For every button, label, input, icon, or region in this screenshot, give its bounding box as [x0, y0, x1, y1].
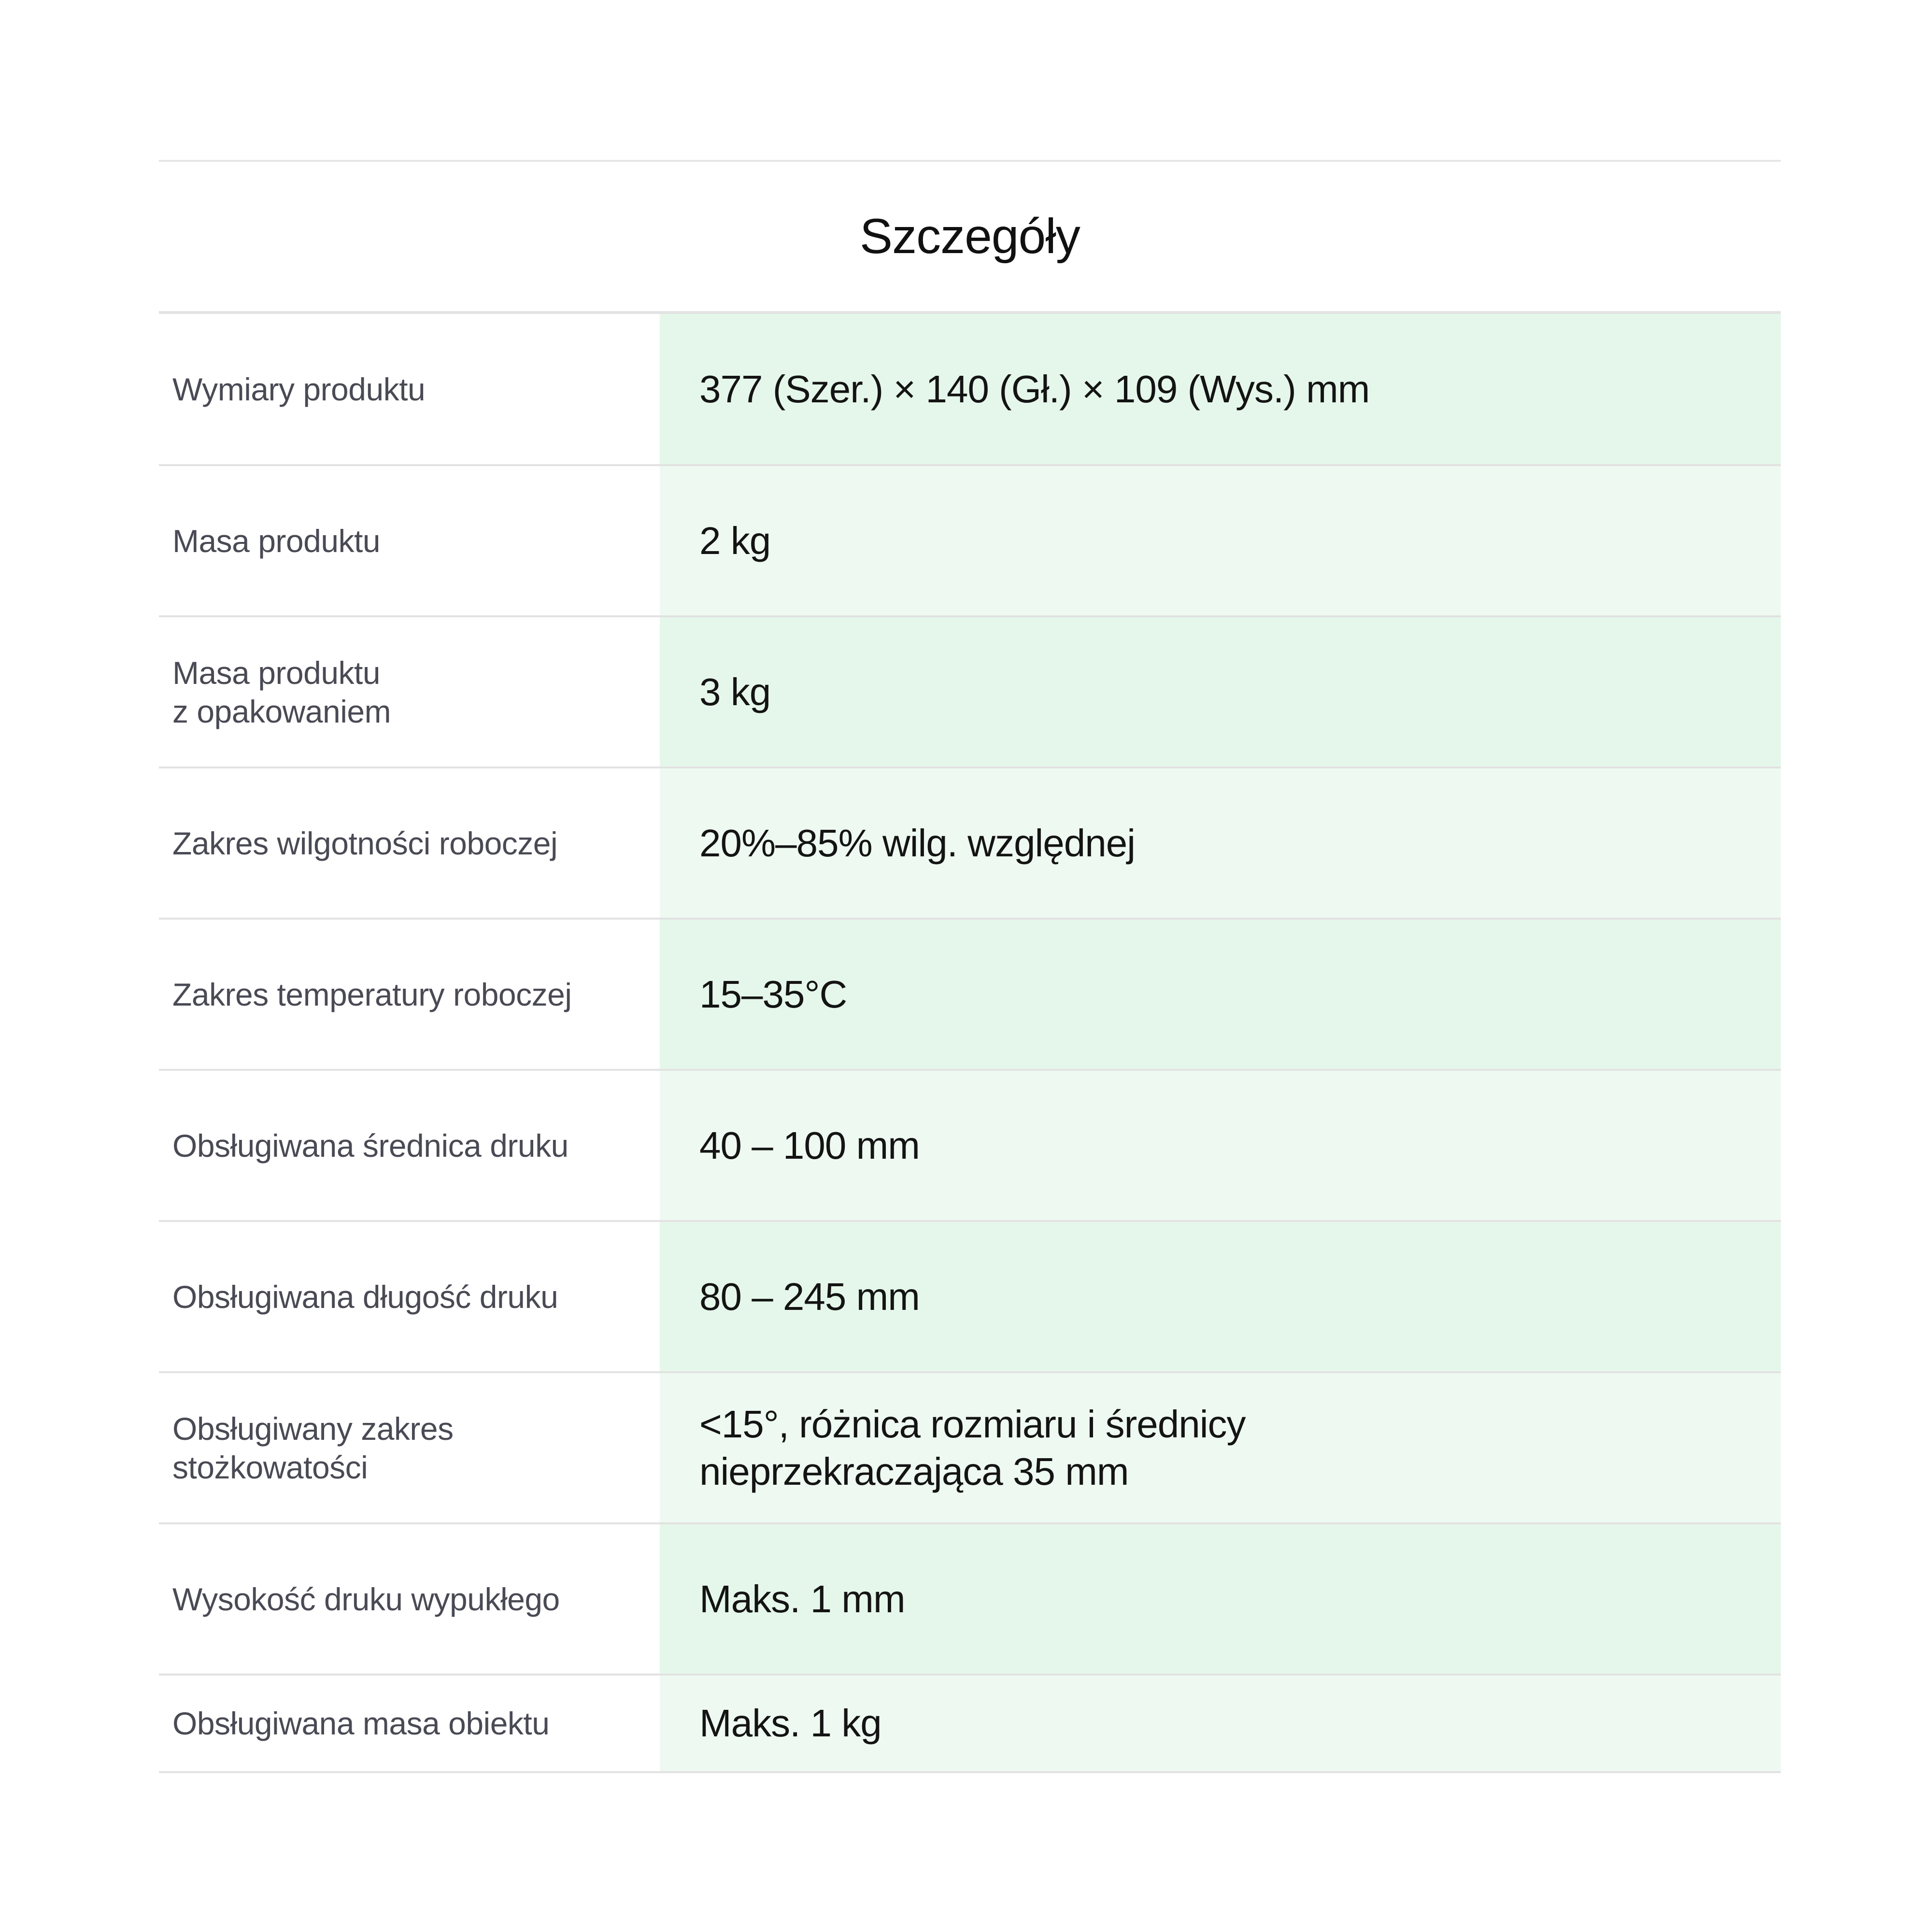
spec-row-dimensions — [159, 314, 1781, 465]
spec-card — [159, 160, 1781, 1773]
spec-value: 80 – 245 mm — [660, 1221, 1781, 1372]
spec-label: Wysokość druku wypukłego — [159, 1523, 660, 1675]
spec-row-taper-range — [159, 1372, 1781, 1523]
spec-value: 15–35°C — [660, 919, 1781, 1070]
spec-label: Zakres wilgotności roboczej — [159, 767, 660, 919]
spec-value: 20%–85% wilg. względnej — [660, 767, 1781, 919]
spec-row-weight — [159, 465, 1781, 616]
spec-value: 377 (Szer.) × 140 (Gł.) × 109 (Wys.) mm — [660, 314, 1781, 465]
spec-row-temperature — [159, 919, 1781, 1070]
spec-value: <15°, różnica rozmiaru i średnicy nieprzekraczająca 35 mm — [660, 1372, 1781, 1523]
spec-value: 2 kg — [660, 465, 1781, 616]
spec-label: Obsługiwana długość druku — [159, 1221, 660, 1372]
spec-row-print-length — [159, 1221, 1781, 1372]
spec-label: Wymiary produktu — [159, 314, 660, 465]
spec-value: 40 – 100 mm — [660, 1070, 1781, 1221]
spec-label: Obsługiwana masa obiektu — [159, 1675, 660, 1772]
spec-label: Obsługiwana średnica druku — [159, 1070, 660, 1221]
page-title: Szczegóły — [860, 209, 1080, 264]
spec-table — [159, 314, 1781, 1773]
spec-row-package-weight — [159, 616, 1781, 767]
spec-row-print-diameter — [159, 1070, 1781, 1221]
spec-value: Maks. 1 mm — [660, 1523, 1781, 1675]
spec-value: Maks. 1 kg — [660, 1675, 1781, 1772]
title-row — [159, 162, 1781, 311]
spec-label: Masa produktu z opakowaniem — [159, 616, 660, 767]
spec-value: 3 kg — [660, 616, 1781, 767]
spec-row-relief-height — [159, 1523, 1781, 1675]
spec-row-humidity — [159, 767, 1781, 919]
spec-label: Obsługiwany zakres stożkowatości — [159, 1372, 660, 1523]
spec-label: Zakres temperatury roboczej — [159, 919, 660, 1070]
spec-row-object-weight — [159, 1675, 1781, 1772]
spec-label: Masa produktu — [159, 465, 660, 616]
